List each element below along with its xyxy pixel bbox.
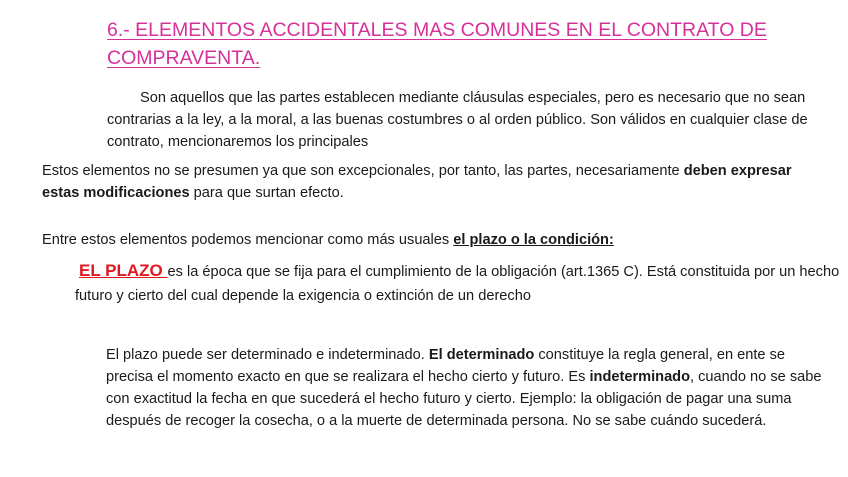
p2-bold: deben expresar estas modificaciones (42, 163, 792, 201)
paragraph-plazo-types (106, 344, 836, 432)
paragraph-definition: Son aquellos que las partes establecen mediante cláusulas especiales, pero es necesario que no sean contrarias a la ley, a la moral, a las buenas costumbres o al orden público. Son válidos en cualquier clase de contrato, mencionaremos los principales (107, 90, 808, 150)
p5-s2: constituye la regla general, en ente se precisa el momento exacto en que se realizara el hecho cierto y futuro. Es (106, 347, 786, 385)
plazo-term: EL PLAZO (79, 261, 168, 280)
p2-before: Estos elementos no se presumen ya que son excepcionales, por tanto, las partes, necesariamente (42, 163, 684, 179)
p5-b1: El determinado (428, 347, 535, 363)
p2-after: para que surtan efecto. (189, 185, 344, 201)
paragraph-usual-elements (42, 229, 817, 251)
paragraph-presumption (42, 160, 817, 204)
p3-emphasis: el plazo o la condición: (453, 232, 614, 248)
slide-title (107, 16, 807, 72)
title-period: . (254, 47, 261, 69)
p5-s1: El plazo puede ser determinado e indeterminado. (106, 347, 429, 363)
plazo-text: es la época que se fija para el cumplimiento de la obligación (art.1365 C). Está constituida por un hecho futuro y cierto del cual depende la exigencia o extinción de un derecho (75, 264, 840, 304)
title-text: 6.- ELEMENTOS ACCIDENTALES MAS COMUNES EN EL CONTRATO DE COMPRAVENTA (107, 19, 767, 69)
p5-s3: , cuando no se sabe con exactitud la fecha en que sucederá el hecho futuro y cierto. Ejemplo: la obligación de pagar una suma después de recoger la cosecha, o a la muerte de determinada persona. No se sabe cuándo sucederá. (106, 369, 822, 429)
p3-before: Entre estos elementos podemos mencionar como más usuales (42, 232, 454, 248)
paragraph-plazo (75, 259, 845, 308)
p5-b2: indeterminado (589, 369, 691, 385)
